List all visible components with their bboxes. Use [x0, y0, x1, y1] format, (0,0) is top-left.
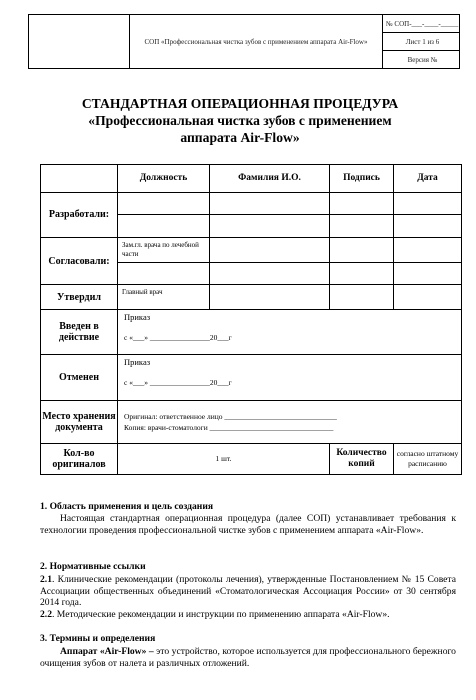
- table-cell: [330, 238, 394, 263]
- section-3-text: [40, 646, 456, 669]
- section-3-definition: это устройство, которое используется для профессионального бережного очищения зубов от налета и различных отложений.: [40, 646, 456, 669]
- page-title-line-3: аппарата Air-Flow»: [180, 130, 300, 145]
- table-cell: [394, 262, 462, 285]
- introduced-order-label: Приказ: [124, 312, 151, 323]
- introduced-order-date: с «___» ________________20___г: [124, 333, 232, 343]
- header-doc-ref: СОП «Профессиональная чистка зубов с применением аппарата Air-Flow»: [130, 15, 383, 69]
- table-cell: [394, 215, 462, 238]
- table-cell: [330, 285, 394, 310]
- section-2-1-text: . Клинические рекомендации (протоколы лечения), утвержденные Постановлением № 15 Совета Ассоциации общественных объединений «Стоматологическая Ассоциация России» от 30 сентября 2014 года.: [40, 574, 456, 608]
- table-cell: [118, 192, 210, 215]
- section-2-title: 2. Нормативные ссылки: [40, 561, 146, 572]
- cancelled-order-cell: [118, 355, 462, 400]
- row-label-storage: Место хранения документа: [41, 400, 118, 443]
- introduced-order-cell: [118, 310, 462, 355]
- table-cell: [394, 285, 462, 310]
- copies-count-label: Количество копий: [330, 444, 394, 475]
- header-empty-cell: [29, 15, 130, 69]
- header-doc-number: № СОП-___-____-_____: [383, 15, 460, 33]
- row-label-cancelled: Отменен: [41, 355, 118, 400]
- cancelled-order-date: с «___» ________________20___г: [124, 378, 232, 388]
- page-title-line-1: СТАНДАРТНАЯ ОПЕРАЦИОННАЯ ПРОЦЕДУРА: [81, 96, 399, 111]
- section-2-1-number: 2.1: [40, 574, 52, 585]
- table-cell: [330, 262, 394, 285]
- section-3-title: 3. Термины и определения: [40, 633, 156, 644]
- section-3-term: Аппарат «Air-Flow» –: [60, 646, 154, 657]
- section-2-2: [40, 609, 456, 621]
- row-label-introduced: Введен в действие: [41, 310, 118, 355]
- storage-original: Оригинал: ответственное лицо ______________________________: [124, 411, 337, 421]
- table-cell: [210, 215, 330, 238]
- table-cell: [330, 215, 394, 238]
- row-label-agreed: Согласовали:: [41, 238, 118, 285]
- section-2-1: [40, 574, 456, 609]
- approved-position: Главный врач: [118, 285, 210, 310]
- table-cell: [330, 192, 394, 215]
- section-2-2-text: . Методические рекомендации и инструкции по применению аппарата «Air-Flow».: [52, 609, 390, 620]
- row-label-originals-count: Кол-во оригиналов: [41, 444, 118, 475]
- table-cell: [210, 238, 330, 263]
- table-cell: [210, 262, 330, 285]
- section-2-2-number: 2.2: [40, 609, 52, 620]
- table-cell: [118, 215, 210, 238]
- header-sheet: Лист 1 из 6: [383, 33, 460, 51]
- section-1-text: Настоящая стандартная операционная процедура (далее СОП) устанавливает требования к технологии проведения профессиональной чистке зубов с применением аппарата «Air-Flow».: [40, 513, 456, 536]
- cancelled-order-label: Приказ: [124, 357, 151, 368]
- column-header-signature: Подпись: [330, 165, 394, 193]
- agreed-position: Зам.гл. врача по лечебной части: [118, 238, 210, 263]
- table-corner-cell: [41, 165, 118, 193]
- storage-cell: [118, 400, 462, 443]
- page-title-line-2: «Профессиональная чистка зубов с применением: [88, 113, 392, 128]
- originals-count-value: 1 шт.: [118, 444, 330, 475]
- table-cell: [394, 192, 462, 215]
- approval-table: [40, 164, 462, 475]
- document-header-table: [28, 14, 460, 69]
- section-1-title: 1. Область применения и цель создания: [40, 501, 214, 512]
- table-cell: [118, 262, 210, 285]
- table-cell: [210, 285, 330, 310]
- storage-copy: Копия: врачи-стоматологи _________________________________: [124, 422, 334, 432]
- column-header-name: Фамилия И.О.: [210, 165, 330, 193]
- column-header-date: Дата: [394, 165, 462, 193]
- table-cell: [394, 238, 462, 263]
- copies-count-value: согласно штатному расписанию: [394, 444, 462, 475]
- row-label-approved: Утвердил: [41, 285, 118, 310]
- header-version: Версия №: [383, 51, 460, 69]
- column-header-position: Должность: [118, 165, 210, 193]
- table-cell: [210, 192, 330, 215]
- row-label-developed: Разработали:: [41, 192, 118, 237]
